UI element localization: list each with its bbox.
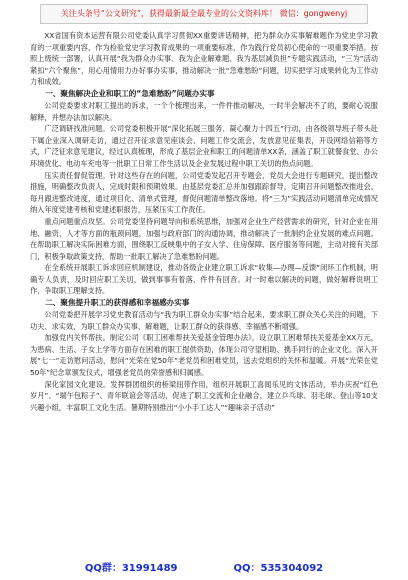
body-paragraph: 广泛调研找准问题。公司党委积极开展“深化拓展三服务、凝心聚力十四五”行动，由各级领导班子带头赴下属企业深入调研走访，通过召开征求意见座谈会、问题工作交流会，发放意见征集表，开设网络信箱等方式，广泛征求意见建议，经过认真梳理，形成了基层企业和职工的问题清单XX条，涵盖了职工就餐食堂、办公环境优化、电动车充电等一批职工日常工作生活以及企业发展过程中职工关切的热点问题。: [30, 124, 378, 168]
body-paragraph: XX省国有资本运营有限公司党委认真学习贯彻XX重要讲话精神，把为群众办实事解难题作为党史学习教育的一项重要内容，作为检验党史学习教育成果的一项重要标准，作为践行党员初心使命的一项重要举措。按照上级统一部署，认真开展“我为群众办实事、我为企业解难题、我为基层减负担”专题实践活动，“三为”活动紧扣“六个聚焦”，用心用情用力办好事办实事，推动解决一批“急难愁盼”问题，切实把学习成果转化为工作动力和成效。: [30, 31, 378, 87]
body-paragraph: 压实责任督促管理。针对这些存在的问题，公司党委发起召开专题会，党员大会进行专题研究，提出整改措施，明确整改负责人，完成时限和预期效果。由基层党委汇总并加强跟踪督导，定期召开问题整改推进会，每月跟进整改进度，通过项目化、清单式管理，督促问题清单整改落地。将“三为”实践活动问题清单完成情况纳入年度党建考核和党建述职报告，压紧压实工作责任。: [30, 170, 378, 215]
body-paragraph: 重点问题重点攻坚。公司党委坚持问题导向和系统思维，加强对企业生产经营需求的研究，针对企业在用地、融资、人才等方面的瓶颈问题，加强与政府部门的沟通协调，推动解决了一批制约企业发展的难点问题。在帮助职工解决实际困难方面，围绕职工反映集中的子女入学、住房保障、医疗服务等问题，主动对接有关部门，积极争取政策支持，帮助一批职工解决了急难愁盼问题。: [30, 216, 378, 261]
document-body: [30, 30, 378, 413]
body-paragraph: 加强党内关怀帮扶。制定公司《职工困难帮扶关爱基金管理办法》，设立职工困难帮扶关爱基金XX万元，为患病、生活、子女上学等方面存在困难的职工提供资助，体现公司守望相助、携手同行的企业文化。深入开展“七一”走访慰问活动，慰问“光荣在党50年”老党员和困难党员，送去党组织的关怀和温暖。开展“光荣在党50年”纪念章颁发仪式，增强老党员的荣誉感和归属感。: [30, 333, 378, 378]
body-paragraph: 深化家园文化建设。发挥群团组织的桥梁纽带作用，组织开展职工喜闻乐见的文体活动，举办庆祝“红色岁月”、“端午包粽子”、青年联谊会等活动，促进了职工交流和企业融合，建立乒乓球、羽毛球、登山等10支兴趣小组，丰富职工文化生活。暑期特别推出“小小手工达人”“趣味亲子活动”: [30, 379, 378, 412]
promo-banner: 关注头条号“公文研究”，获得最新最全最专业的公文资料库！ 微信：gongwenyj: [40, 4, 368, 24]
section-heading: 二、聚焦提升职工的获得感和幸福感办实事: [45, 298, 190, 308]
footer-contacts: [0, 559, 408, 574]
body-paragraph: 公司党委要求对职工提出的诉求，一个个梳理出来，一件件推动解决，一时半会解决不了的，要耐心说服解释，并想办法加以解决。: [30, 100, 378, 122]
body-paragraph: 在全系统开展职工诉求回应机制建设，推动各级企业建立职工诉求“收集—办理—反馈”闭环工作机制，明确专人负责，及时回应职工关切，做到事事有着落、件件有回音。对一时难以解决的问题，做好解释说明工作，争取职工理解支持。: [30, 263, 378, 296]
body-paragraph: 公司党委把开展学习党史教育活动与“我为职工群众办实事”结合起来，要求职工群众关心关注的问题，下功夫、求实效，为职工群众办实事、解难题，让职工群众的获得感、幸福感不断增强。: [30, 310, 378, 331]
qq-group-text: QQ群：31991489: [84, 563, 178, 574]
section-heading: 一、聚焦解决企业和职工的“急难愁盼”问题办实事: [45, 88, 215, 98]
qq-number-text: QQ：535304092: [233, 563, 324, 574]
